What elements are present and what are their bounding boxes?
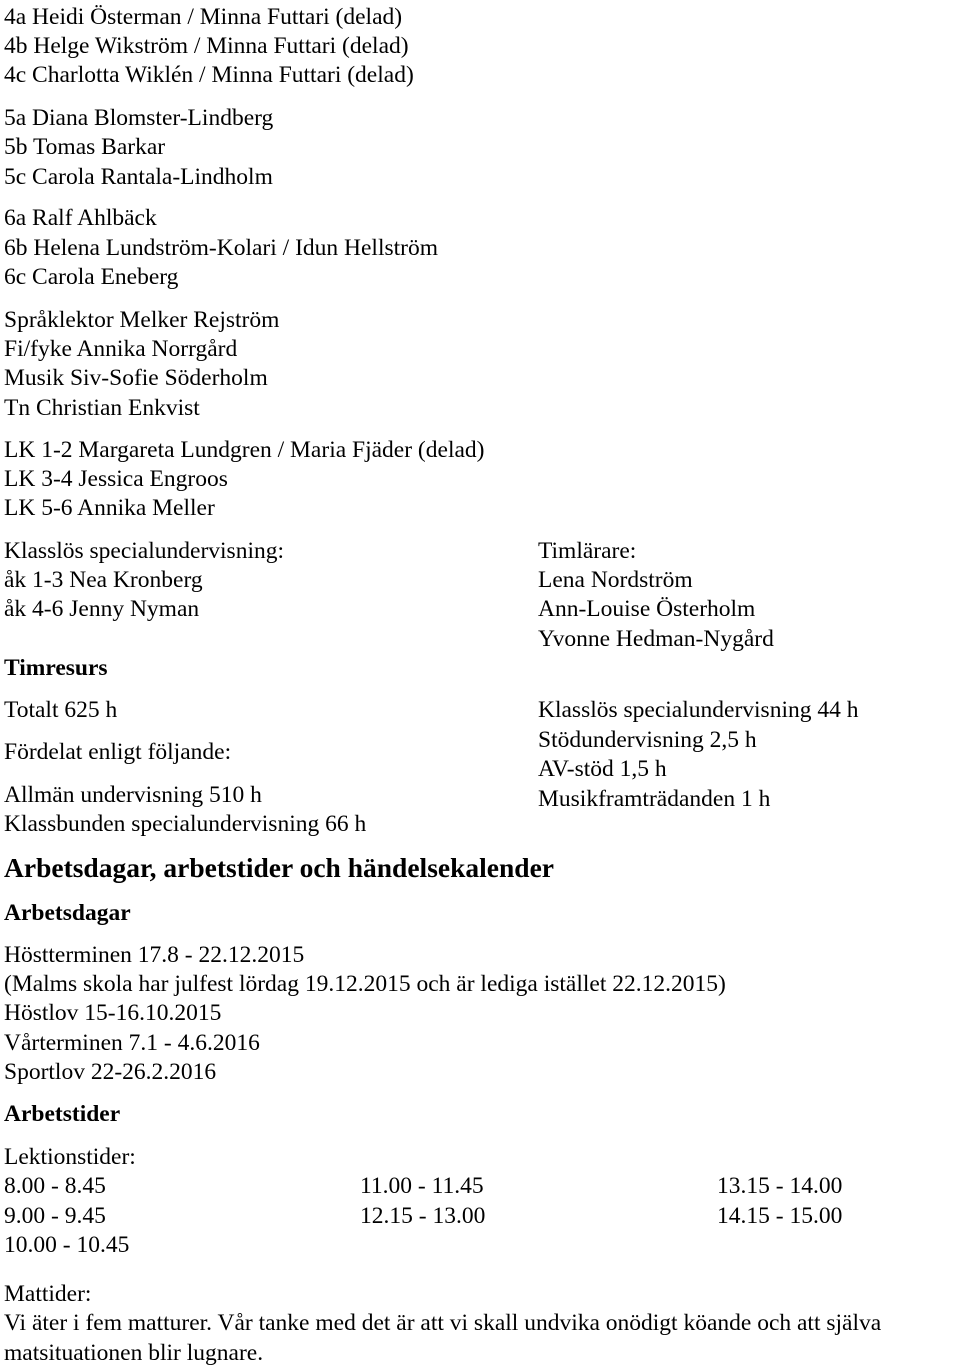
hours-line: Stödundervisning 2,5 h: [538, 727, 757, 753]
workday-line: Höstlov 15-16.10.2015: [4, 1000, 222, 1026]
teacher-line: Språklektor Melker Rejström: [4, 307, 280, 333]
lesson-time: 10.00 - 10.45: [4, 1232, 130, 1258]
teacher-line: 6a Ralf Ahlbäck: [4, 205, 157, 231]
teacher-line: Tn Christian Enkvist: [4, 395, 200, 421]
workdays-heading: Arbetsdagar: [4, 900, 131, 926]
teacher-line: 6b Helena Lundström-Kolari / Idun Hellström: [4, 235, 439, 261]
workday-line: Sportlov 22-26.2.2016: [4, 1059, 217, 1085]
teacher-line: Musik Siv-Sofie Söderholm: [4, 365, 268, 391]
teacher-line: åk 4-6 Jenny Nyman: [4, 596, 200, 622]
lesson-time: 9.00 - 9.45: [4, 1203, 106, 1229]
teacher-line: 5a Diana Blomster-Lindberg: [4, 105, 274, 131]
lesson-time: 12.15 - 13.00: [360, 1203, 486, 1229]
worktimes-heading: Arbetstider: [4, 1101, 121, 1127]
distribution-label: Fördelat enligt följande:: [4, 739, 232, 765]
workday-line: Höstterminen 17.8 - 22.12.2015: [4, 942, 305, 968]
special-heading: Klasslös specialundervisning:: [4, 538, 285, 564]
teacher-line: LK 1-2 Margareta Lundgren / Maria Fjäder (delad): [4, 437, 485, 463]
teacher-line: Yvonne Hedman-Nygård: [538, 626, 774, 652]
teacher-line: 5b Tomas Barkar: [4, 134, 166, 160]
teacher-line: Lena Nordström: [538, 567, 693, 593]
workday-line: Vårterminen 7.1 - 4.6.2016: [4, 1030, 260, 1056]
timresurs-heading: Timresurs: [4, 655, 108, 681]
teacher-line: 4c Charlotta Wiklén / Minna Futtari (delad): [4, 62, 414, 88]
teacher-line: Ann-Louise Österholm: [538, 596, 756, 622]
section-heading: Arbetsdagar, arbetstider och händelsekalender: [4, 852, 554, 883]
meal-text: Vi äter i fem matturer. Vår tanke med det är att vi skall undvika onödigt köande och att själva matsituationen blir lugnare.: [4, 1310, 882, 1366]
teacher-line: 4a Heidi Österman / Minna Futtari (delad): [4, 4, 403, 30]
timlarare-heading: Timlärare:: [538, 538, 637, 564]
teacher-line: LK 5-6 Annika Meller: [4, 495, 215, 521]
hours-line: Klasslös specialundervisning 44 h: [538, 697, 859, 723]
hours-line: AV-stöd 1,5 h: [538, 756, 667, 782]
total-hours: Totalt 625 h: [4, 697, 118, 723]
teacher-line: 6c Carola Eneberg: [4, 264, 179, 290]
lesson-time: 14.15 - 15.00: [717, 1203, 843, 1229]
hours-line: Allmän undervisning 510 h: [4, 782, 262, 808]
teacher-line: åk 1-3 Nea Kronberg: [4, 567, 203, 593]
lesson-label: Lektionstider:: [4, 1144, 136, 1170]
teacher-line: 5c Carola Rantala-Lindholm: [4, 164, 273, 190]
hours-line: Klassbunden specialundervisning 66 h: [4, 811, 367, 837]
hours-line: Musikframträdanden 1 h: [538, 786, 771, 812]
teacher-line: Fi/fyke Annika Norrgård: [4, 336, 238, 362]
teacher-line: 4b Helge Wikström / Minna Futtari (delad): [4, 33, 409, 59]
meal-label: Mattider:: [4, 1281, 92, 1307]
workday-line: (Malms skola har julfest lördag 19.12.2015 och är lediga istället 22.12.2015): [4, 971, 726, 997]
lesson-time: 13.15 - 14.00: [717, 1173, 843, 1199]
lesson-time: 8.00 - 8.45: [4, 1173, 106, 1199]
lesson-time: 11.00 - 11.45: [360, 1173, 484, 1199]
teacher-line: LK 3-4 Jessica Engroos: [4, 466, 228, 492]
